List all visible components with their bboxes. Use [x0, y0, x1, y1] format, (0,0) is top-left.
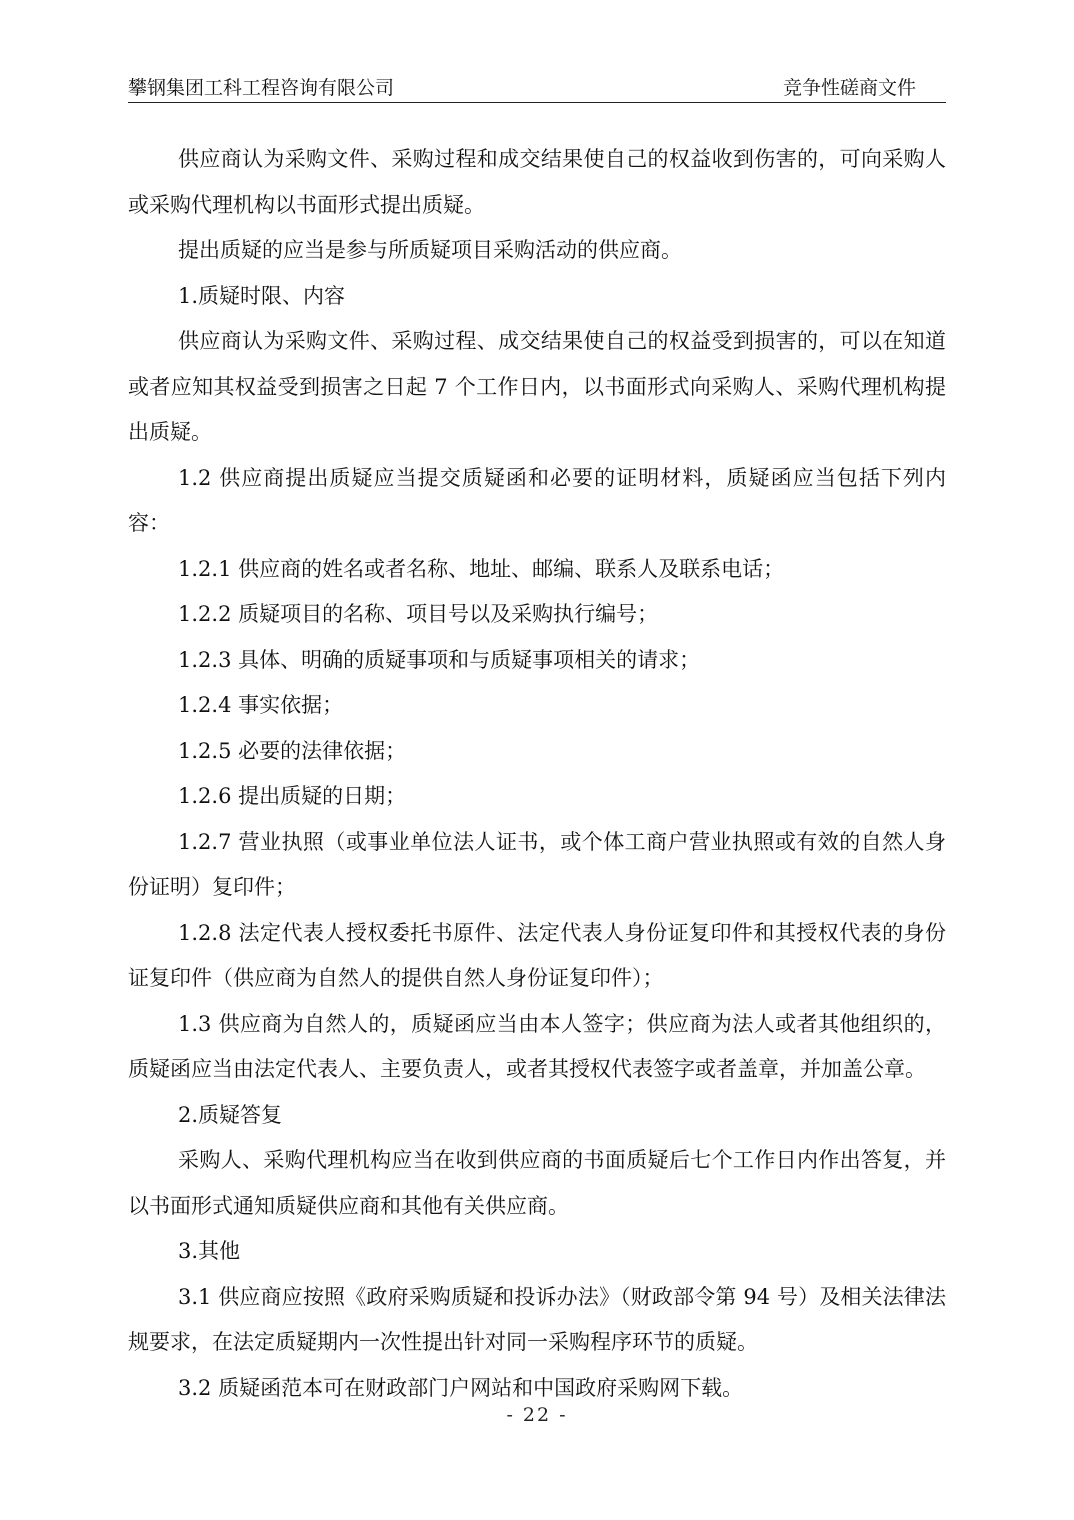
list-item: 1.2.1 供应商的姓名或者名称、地址、邮编、联系人及联系电话； — [178, 556, 785, 581]
section-heading: 2.质疑答复 — [178, 1102, 283, 1127]
section-heading: 3.其他 — [178, 1239, 241, 1263]
paragraph: 3.1 供应商应按照《政府采购质疑和投诉办法》（财政部令第 94 号）及相关法律法规要求，在法定质疑期内一次性提出针对同一采购程序环节的质疑。 — [128, 1284, 946, 1354]
document-body — [128, 137, 946, 1411]
list-item: 1.2.8 法定代表人授权委托书原件、法定代表人身份证复印件和其授权代表的身份证复印件（供应商为自然人的提供自然人身份证复印件）； — [128, 920, 946, 990]
list-item: 1.2.2 质疑项目的名称、项目号以及采购执行编号； — [178, 602, 659, 626]
paragraph: 1.3 供应商为自然人的，质疑函应当由本人签字；供应商为法人或者其他组织的，质疑函应当由法定代表人、主要负责人，或者其授权代表签字或者盖章，并加盖公章。 — [128, 1011, 946, 1081]
paragraph: 提出质疑的应当是参与所质疑项目采购活动的供应商。 — [178, 238, 682, 262]
list-item: 1.2.5 必要的法律依据； — [178, 738, 407, 763]
list-item: 1.2.3 具体、明确的质疑事项和与质疑事项相关的请求； — [178, 647, 701, 672]
paragraph: 供应商认为采购文件、采购过程、成交结果使自己的权益受到损害的，可以在知道或者应知其权益受到损害之日起 7 个工作日内，以书面形式向采购人、采购代理机构提出质疑。 — [128, 329, 946, 444]
paragraph: 采购人、采购代理机构应当在收到供应商的书面质疑后七个工作日内作出答复，并以书面形式通知质疑供应商和其他有关供应商。 — [128, 1148, 946, 1218]
header-company: 攀钢集团工科工程咨询有限公司 — [128, 77, 395, 99]
page-number: - 22 - — [506, 1404, 568, 1426]
list-item: 1.2.7 营业执照（或事业单位法人证书，或个体工商户营业执照或有效的自然人身份证明）复印件； — [128, 829, 946, 899]
header-doc-type: 竞争性磋商文件 — [782, 77, 916, 99]
paragraph: 3.2 质疑函范本可在财政部门户网站和中国政府采购网下载。 — [178, 1375, 744, 1400]
list-item: 1.2.4 事实依据； — [178, 693, 344, 717]
list-item: 1.2.6 提出质疑的日期； — [178, 784, 407, 808]
section-heading: 1.质疑时限、内容 — [178, 283, 346, 308]
paragraph: 1.2 供应商提出质疑应当提交质疑函和必要的证明材料，质疑函应当包括下列内容： — [128, 465, 946, 535]
paragraph: 供应商认为采购文件、采购过程和成交结果使自己的权益收到伤害的，可向采购人或采购代理机构以书面形式提出质疑。 — [128, 147, 946, 217]
page-header — [128, 74, 946, 103]
